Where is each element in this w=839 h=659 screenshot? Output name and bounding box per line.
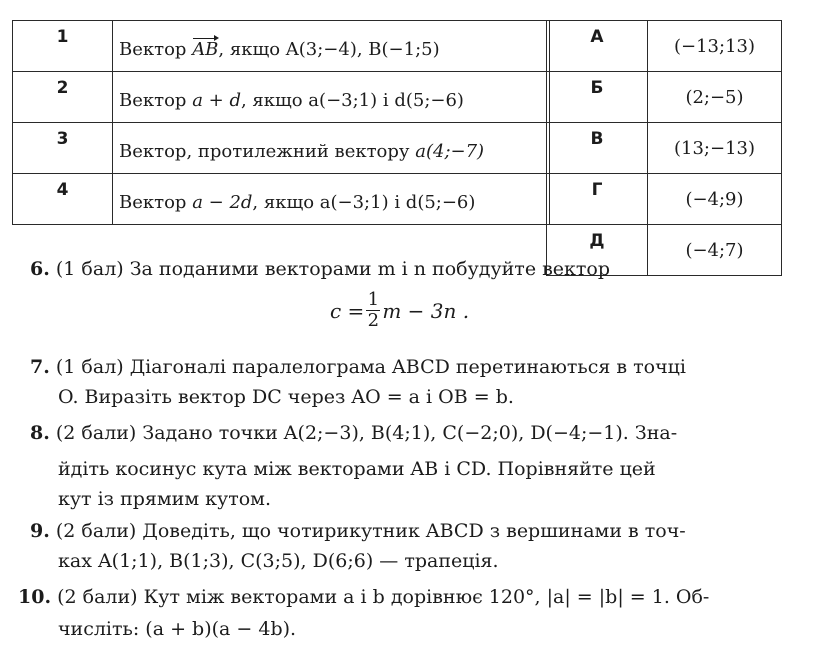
answer-value: (−4;9)	[648, 174, 782, 225]
problem-7	[30, 352, 686, 382]
problem-8-line-3	[58, 484, 271, 514]
problem-7-line-2	[58, 382, 514, 412]
answer-letter: А	[547, 21, 648, 72]
problem-9	[30, 516, 686, 546]
desc-pre: Вектор	[119, 191, 187, 213]
row-number: 1	[13, 21, 113, 72]
desc-post: , якщо A(3;−4), B(−1;5)	[218, 38, 440, 60]
table-row	[547, 21, 782, 72]
table-row	[547, 72, 782, 123]
problem-number: 7.	[30, 356, 50, 378]
problem-number: 8.	[30, 422, 50, 444]
formula-lhs: c =	[330, 298, 365, 323]
fraction-numerator: 1	[367, 289, 380, 310]
problem-text: O. Виразіть вектор DC через AO = a і OB = b.	[58, 386, 514, 408]
row-number: 2	[13, 72, 113, 123]
problem-number: 10.	[18, 586, 52, 608]
answer-value: (13;−13)	[648, 123, 782, 174]
vector-expression: a(4;−7)	[415, 140, 485, 162]
table-row	[13, 174, 550, 225]
desc-post: , якщо a(−3;1) і d(5;−6)	[240, 89, 464, 111]
problem-text: (1 бал) Діагоналі паралелограма ABCD перетинаються в точці	[55, 356, 686, 378]
desc-pre: Вектор	[119, 38, 187, 60]
answer-letter: Б	[547, 72, 648, 123]
problem-9-line-2	[58, 546, 499, 576]
row-number: 3	[13, 123, 113, 174]
problem-10-line-2	[58, 614, 296, 644]
row-description	[113, 21, 550, 72]
answer-value: (−13;13)	[648, 21, 782, 72]
problem-text: (2 бали) Доведіть, що чотирикутник ABCD з вершинами в точ-	[55, 520, 686, 542]
problem-10	[18, 582, 709, 612]
answer-value: (2;−5)	[648, 72, 782, 123]
fraction-denominator: 2	[367, 310, 380, 331]
vector-label: AB	[192, 38, 219, 60]
table-row	[547, 174, 782, 225]
answer-options-table	[546, 20, 782, 276]
vector-expression: a + d	[192, 89, 241, 111]
answer-letter: В	[547, 123, 648, 174]
problem-text: (2 бали) Кут між векторами a і b дорівнює 120°, |a| = |b| = 1. Об-	[57, 586, 710, 608]
vector-expression: a − 2d	[192, 191, 253, 213]
problem-6	[30, 254, 610, 284]
table-row	[547, 123, 782, 174]
problem-8	[30, 418, 677, 448]
problem-text: ках A(1;1), B(1;3), C(3;5), D(6;6) — трапеція.	[58, 550, 499, 572]
desc-pre: Вектор	[119, 89, 187, 111]
answer-value: (−4;7)	[648, 225, 782, 276]
problem-8-line-2	[58, 454, 656, 484]
table-row	[13, 72, 550, 123]
table-row	[13, 123, 550, 174]
row-description	[113, 72, 550, 123]
desc-post: , якщо a(−3;1) і d(5;−6)	[252, 191, 476, 213]
table-row	[13, 21, 550, 72]
problem-number: 6.	[30, 258, 50, 280]
problem-text: (1 бал) За поданими векторами m і n побудуйте вектор	[55, 258, 611, 280]
answer-letter: Д	[547, 225, 648, 276]
vector-task-table	[12, 20, 550, 225]
row-description	[113, 174, 550, 225]
problem-number: 9.	[30, 520, 50, 542]
problem-text: числіть: (a + b)(a − 4b).	[58, 618, 297, 640]
problem-text: йдіть косинус кута між векторами AB і CD. Порівняйте цей	[58, 458, 656, 480]
row-description	[113, 123, 550, 174]
desc-pre: Вектор, протилежний вектору	[119, 140, 410, 162]
answer-letter: Г	[547, 174, 648, 225]
row-number: 4	[13, 174, 113, 225]
formula-rhs: m − 3n .	[382, 298, 470, 323]
problem-text: кут із прямим кутом.	[58, 488, 271, 510]
fraction	[366, 290, 380, 331]
formula-c	[330, 290, 469, 331]
problem-text: (2 бали) Задано точки A(2;−3), B(4;1), C(−2;0), D(−4;−1). Зна-	[55, 422, 678, 444]
